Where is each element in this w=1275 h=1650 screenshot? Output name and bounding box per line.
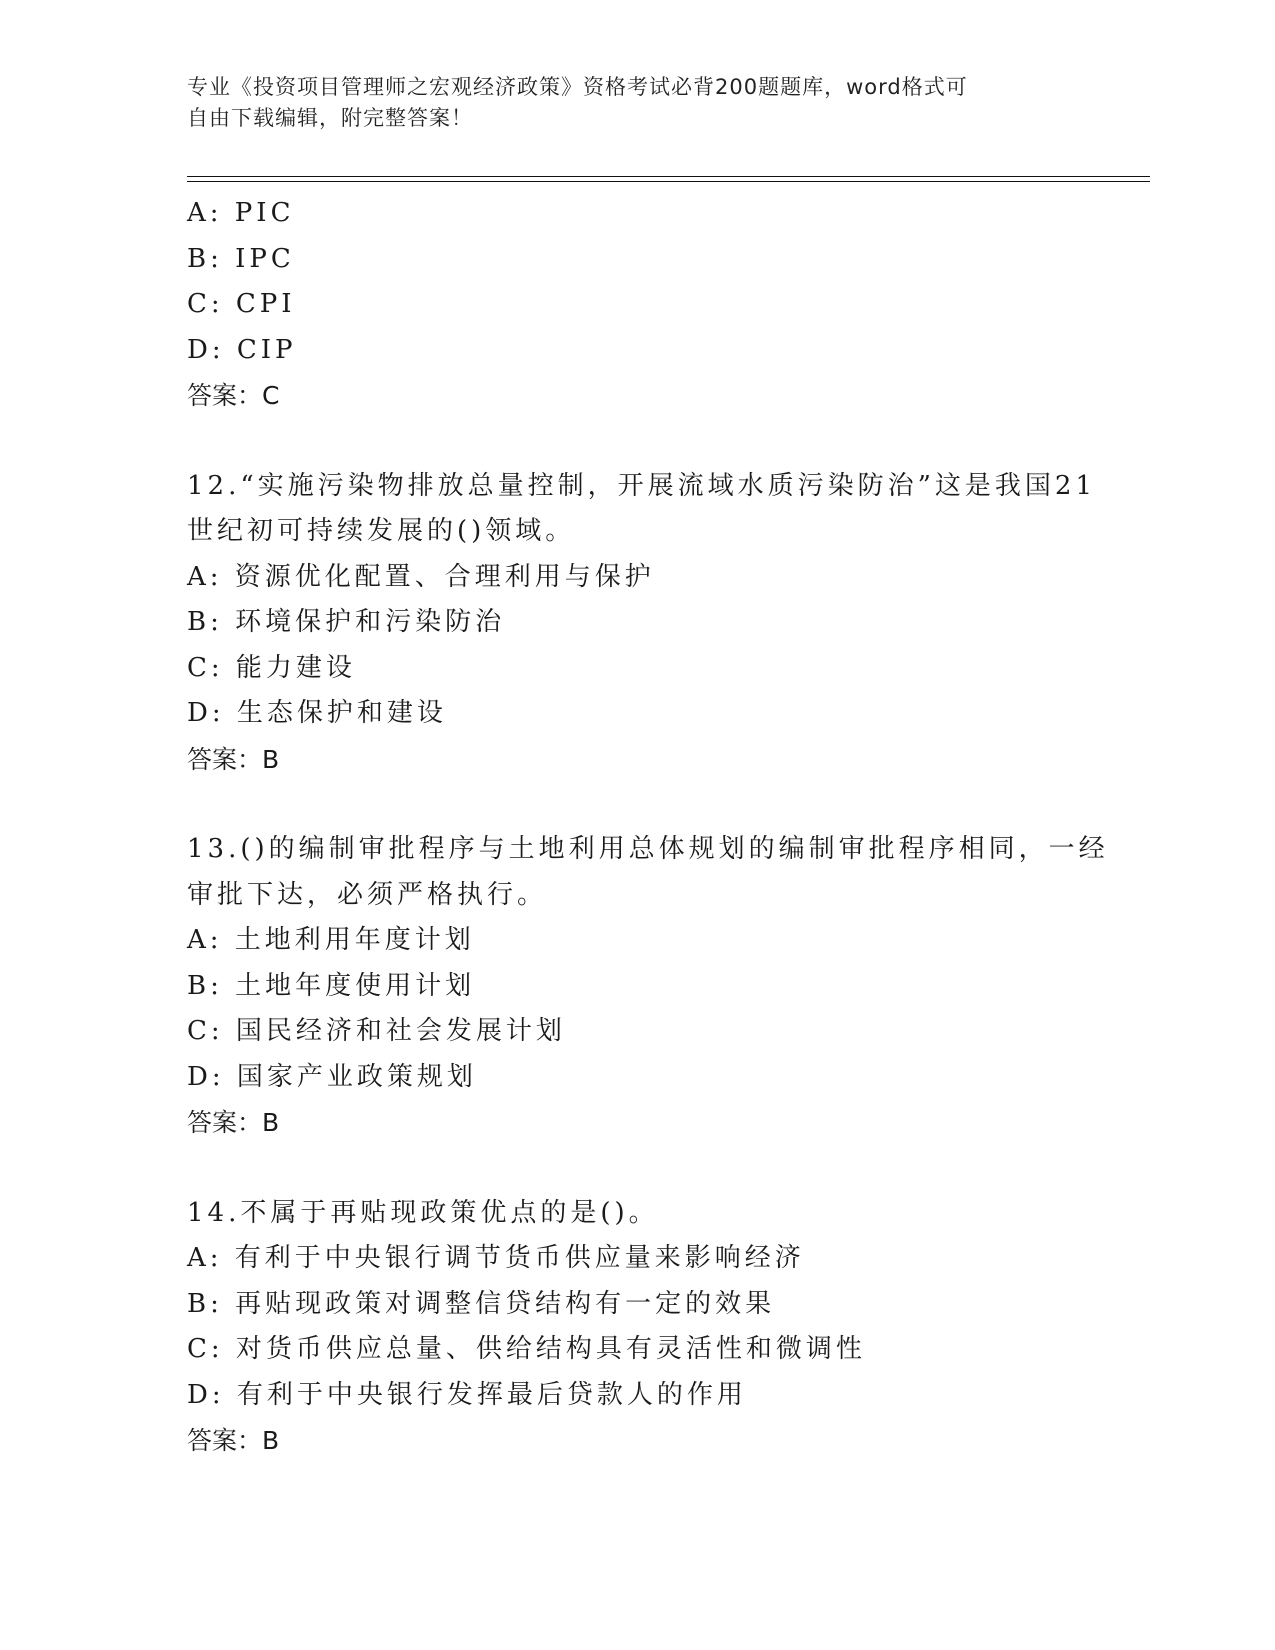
answer: 答案：B — [187, 1426, 280, 1455]
option-b: B: 再贴现政策对调整信贷结构有一定的效果 — [187, 1288, 776, 1319]
question-stem-line-1: 14.不属于再贴现政策优点的是()。 — [187, 1197, 659, 1228]
option-c: C: CPI — [187, 289, 296, 319]
option-d: D: CIP — [187, 334, 297, 365]
header-rule-top — [187, 176, 1150, 177]
question-stem-line-1: 13.()的编制审批程序与土地利用总体规划的编制审批程序相同，一经 — [187, 834, 1109, 864]
header-line-1: 专业《投资项目管理师之宏观经济政策》资格考试必背200题题库，word格式可 — [187, 75, 968, 99]
option-c: C: 能力建设 — [187, 652, 356, 683]
option-d: D: 国家产业政策规划 — [187, 1061, 477, 1092]
spacer — [187, 1146, 1087, 1191]
header-rule-bottom — [187, 181, 1150, 182]
option-b: B: 环境保护和污染防治 — [187, 607, 506, 637]
option-c: C: 国民经济和社会发展计划 — [187, 1016, 566, 1046]
question-list — [187, 191, 1109, 1464]
option-d: D: 有利于中央银行发挥最后贷款人的作用 — [187, 1379, 747, 1410]
question-14 — [187, 1191, 1087, 1464]
option-a: A: 土地利用年度计划 — [187, 925, 475, 955]
question-13 — [187, 827, 1109, 1146]
question-stem-line-1: 12.“实施污染物排放总量控制，开展流域水质污染防治”这是我国21 — [187, 470, 1097, 501]
option-b: B: IPC — [187, 243, 295, 274]
option-a: A: 资源优化配置、合理利用与保护 — [187, 561, 655, 592]
answer: 答案：C — [187, 381, 280, 410]
question-stem-line-2: 世纪初可持续发展的()领域。 — [187, 516, 576, 546]
option-c: C: 对货币供应总量、供给结构具有灵活性和微调性 — [187, 1334, 866, 1364]
option-d: D: 生态保护和建设 — [187, 698, 447, 728]
question-11 — [187, 191, 1087, 419]
spacer — [187, 419, 1087, 464]
answer: 答案：B — [187, 1108, 280, 1137]
spacer — [187, 782, 1087, 827]
document-header — [187, 72, 1067, 134]
option-b: B: 土地年度使用计划 — [187, 970, 476, 1001]
header-line-2: 自由下载编辑，附完整答案！ — [187, 106, 473, 130]
option-a: A: PIC — [187, 198, 295, 228]
option-a: A: 有利于中央银行调节货币供应量来影响经济 — [187, 1243, 805, 1273]
answer: 答案：B — [187, 744, 280, 774]
question-stem-line-2: 审批下达，必须严格执行。 — [187, 879, 548, 910]
question-12 — [187, 464, 1097, 783]
